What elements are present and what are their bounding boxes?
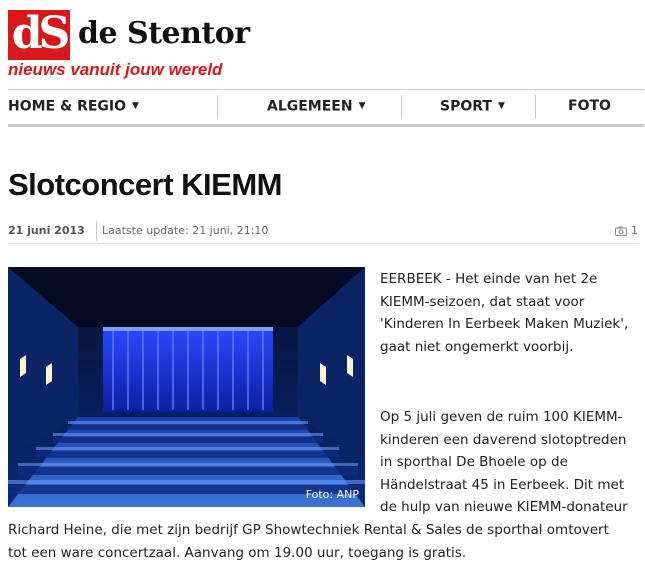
nav-item-label: HOME & REGIO bbox=[8, 98, 127, 115]
photo-count: 1 bbox=[631, 224, 638, 237]
concert-hall-image bbox=[8, 267, 365, 507]
body-line: Richard Heine, die met zijn bedrijf GP Showtechniek Rental & Sales de sporthal omtovert bbox=[8, 522, 609, 538]
nav-item-foto[interactable] bbox=[568, 90, 611, 124]
chevron-down-icon: ▼ bbox=[358, 101, 366, 111]
nav-divider bbox=[217, 95, 218, 119]
site-name[interactable]: de Stentor bbox=[78, 16, 250, 51]
article-photo[interactable] bbox=[8, 267, 365, 507]
chevron-down-icon: ▼ bbox=[497, 101, 505, 111]
body-line: in sporthal De Bhoele op de bbox=[380, 454, 568, 470]
camera-icon bbox=[615, 226, 627, 236]
nav-divider bbox=[401, 95, 402, 119]
tagline: nieuws vanuit jouw wereld bbox=[8, 60, 223, 79]
body-line: tot een ware concertzaal. Aanvang om 19.00 uur, toegang is gratis. bbox=[8, 544, 467, 561]
nav-item-algemeen[interactable] bbox=[267, 90, 366, 124]
publish-date: 21 juni 2013 bbox=[8, 224, 85, 237]
article-body-wide bbox=[8, 519, 644, 564]
body-line: Op 5 juli geven de ruim 100 KIEMM- bbox=[380, 409, 623, 425]
article-meta bbox=[8, 221, 638, 244]
nav-item-home-regio[interactable] bbox=[8, 90, 139, 124]
nav-item-sport[interactable] bbox=[440, 90, 505, 124]
last-update: Laatste update: 21 juni, 21:10 bbox=[102, 224, 269, 237]
meta-divider bbox=[96, 221, 97, 241]
article-body-narrow bbox=[380, 406, 642, 519]
article-intro: EERBEEK - Het einde van het 2e KIEMM-seizoen, dat staat voor 'Kinderen In Eerbeek Maken Muziek', gaat niet ongemerkt voorbij. bbox=[380, 271, 629, 355]
nav-item-label: SPORT bbox=[440, 98, 492, 115]
article-title: Slotconcert KIEMM bbox=[8, 167, 282, 202]
nav-item-label: FOTO bbox=[568, 98, 611, 114]
body-line: kinderen een daverend slotoptreden bbox=[380, 431, 627, 448]
body-line: de hulp van nieuwe KIEMM-donateur bbox=[380, 499, 628, 515]
photo-credit: Foto: ANP bbox=[305, 488, 359, 501]
main-nav bbox=[8, 89, 644, 127]
chevron-down-icon: ▼ bbox=[132, 101, 139, 111]
logo-mark[interactable]: dS bbox=[8, 10, 70, 60]
photo-count-link[interactable] bbox=[615, 224, 638, 237]
nav-divider bbox=[535, 95, 536, 119]
nav-item-label: ALGEMEEN bbox=[267, 98, 353, 115]
body-line: Händelstraat 45 in Eerbeek. Dit met bbox=[380, 476, 625, 493]
